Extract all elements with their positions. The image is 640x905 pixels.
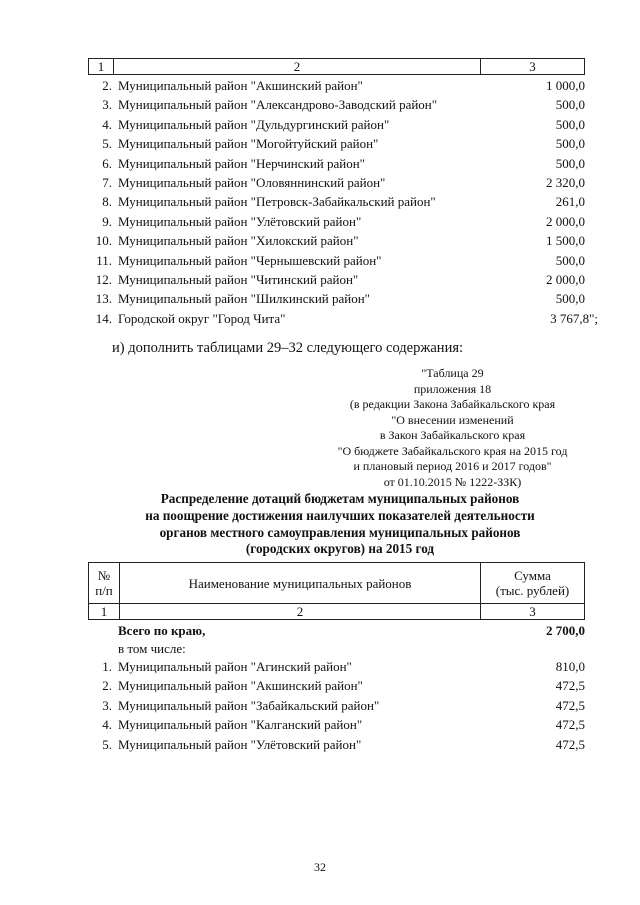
- row-number: 1.: [102, 659, 112, 674]
- table-row: [88, 289, 598, 308]
- table-row: [88, 676, 598, 695]
- col-sum-header: Сумма (тыс. рублей): [495, 568, 570, 598]
- amount-value: 500,0: [555, 116, 585, 132]
- row-number: 13.: [95, 291, 112, 307]
- table-row: [88, 154, 598, 173]
- table2-title: [100, 491, 580, 558]
- row-number: 4.: [102, 116, 112, 132]
- col-sum-index: 3: [529, 604, 536, 619]
- table-row: [88, 309, 598, 328]
- table-row: [88, 231, 598, 250]
- row-number: 8.: [102, 194, 112, 210]
- district-name: Муниципальный район "Оловяннинский район": [118, 174, 386, 190]
- row-number: 3.: [102, 697, 112, 713]
- row-number: 10.: [95, 233, 112, 249]
- amount-value: 500,0: [555, 97, 585, 113]
- district-name: Муниципальный район "Нерчинский район": [118, 155, 365, 171]
- amount-value: 810,0: [555, 659, 585, 674]
- row-number: 7.: [102, 174, 112, 190]
- header-note-line: от 01.10.2015 № 1222-ЗЗК): [383, 474, 522, 489]
- table-row: [88, 115, 598, 134]
- table-row: [88, 134, 598, 153]
- amount-value: 472,5: [555, 736, 585, 752]
- table-row: [88, 735, 598, 754]
- table-row: [88, 270, 598, 289]
- row-number: 2.: [102, 678, 112, 694]
- district-name: Муниципальный район "Акшинский район": [118, 78, 363, 93]
- table1-header-col2: 2: [293, 59, 301, 74]
- col-name-index: 2: [296, 604, 304, 619]
- district-name: Муниципальный район "Александрово-Заводский район": [118, 97, 438, 113]
- col-number-index: 1: [100, 604, 108, 619]
- district-name: Муниципальный район "Чернышевский район": [118, 252, 382, 268]
- district-name: Муниципальный район "Могойтуйский район": [118, 136, 379, 152]
- table-row: [88, 95, 598, 114]
- table1-header-col3: 3: [529, 59, 536, 74]
- row-number: 4.: [102, 717, 112, 733]
- header-note-line: приложения 18: [413, 381, 492, 396]
- row-number: 3.: [102, 97, 112, 113]
- intro-text: и) дополнить таблицами 29–32 следующего содержания:: [112, 340, 464, 356]
- table29-header-note: [300, 366, 605, 490]
- amount-value: 2 000,0: [546, 213, 585, 229]
- amount-value: 261,0: [555, 194, 585, 210]
- amount-value: 500,0: [555, 136, 585, 152]
- table-row: [88, 657, 598, 676]
- title-line: органов местного самоуправления муниципальных районов: [159, 524, 521, 540]
- row-number: 12.: [95, 271, 112, 287]
- row-number: 6.: [102, 155, 112, 171]
- amount-value: 1 500,0: [546, 233, 585, 249]
- amount-value: 1 000,0: [546, 78, 585, 93]
- row-number: 5.: [102, 136, 112, 152]
- table-row: [88, 212, 598, 231]
- header-note-line: "О внесении изменений: [391, 412, 514, 427]
- page-number: 32: [314, 860, 326, 874]
- amount-value: 472,5: [555, 717, 585, 733]
- table-row: [88, 192, 598, 211]
- col-name-header: Наименование муниципальных районов: [188, 575, 412, 591]
- table1-header: [88, 58, 585, 75]
- header-note-line: в Закон Забайкальского края: [379, 428, 526, 442]
- total-value: 2 700,0: [546, 623, 585, 638]
- district-name: Муниципальный район "Дульдургинский район": [118, 116, 390, 132]
- amount-value: 500,0: [555, 291, 585, 307]
- total-label: Всего по краю,: [118, 623, 206, 638]
- district-name: Муниципальный район "Петровск-Забайкальский район": [118, 194, 436, 210]
- amount-value: 500,0: [555, 155, 585, 171]
- table-row: [88, 715, 598, 734]
- table-row: [88, 76, 598, 95]
- table-row: [88, 251, 598, 270]
- district-name: Муниципальный район "Читинский район": [118, 271, 359, 287]
- district-name: Муниципальный район "Агинский район": [118, 659, 352, 674]
- total-row: [88, 621, 598, 640]
- amount-value: 500,0: [555, 252, 585, 268]
- title-line: Распределение дотаций бюджетам муниципальных районов: [160, 491, 520, 506]
- district-name: Муниципальный район "Улётовский район": [118, 736, 362, 752]
- table-row: [88, 173, 598, 192]
- district-name: Городской округ "Город Чита": [118, 310, 286, 326]
- district-name: Муниципальный район "Хилокский район": [118, 233, 359, 249]
- header-note-line: "Таблица 29: [421, 366, 484, 380]
- table1-header-col1: 1: [97, 59, 105, 74]
- header-note-line: "О бюджете Забайкальского края на 2015 год: [337, 443, 568, 458]
- title-line: (городских округов) на 2015 год: [245, 541, 435, 557]
- subtotal-label: в том числе:: [118, 641, 186, 656]
- table2-body: [88, 621, 598, 754]
- col-number-header: № п/п: [95, 568, 113, 598]
- amount-value: 3 767,8";: [550, 310, 598, 326]
- table-row: [88, 696, 598, 715]
- amount-value: 472,5: [555, 678, 585, 694]
- table2-header: [88, 562, 585, 620]
- district-name: Муниципальный район "Калганский район": [118, 717, 363, 733]
- header-note-line: (в редакции Закона Забайкальского края: [349, 397, 556, 411]
- district-name: Муниципальный район "Забайкальский район": [118, 697, 380, 713]
- header-note-line: и плановый период 2016 и 2017 годов": [353, 459, 552, 473]
- district-name: Муниципальный район "Улётовский район": [118, 213, 362, 229]
- amount-value: 2 320,0: [546, 174, 585, 190]
- row-number: 11.: [96, 252, 112, 268]
- row-number: 9.: [102, 213, 112, 229]
- row-number: 2.: [102, 78, 112, 93]
- amount-value: 472,5: [555, 697, 585, 713]
- amount-value: 2 000,0: [546, 271, 585, 287]
- subtotal-row: [88, 640, 598, 657]
- district-name: Муниципальный район "Шилкинский район": [118, 291, 370, 307]
- row-number: 14.: [95, 310, 112, 326]
- row-number: 5.: [102, 736, 112, 752]
- title-line: на поощрение достижения наилучших показателей деятельности: [145, 507, 535, 523]
- table1-body: [88, 76, 598, 328]
- district-name: Муниципальный район "Акшинский район": [118, 678, 363, 694]
